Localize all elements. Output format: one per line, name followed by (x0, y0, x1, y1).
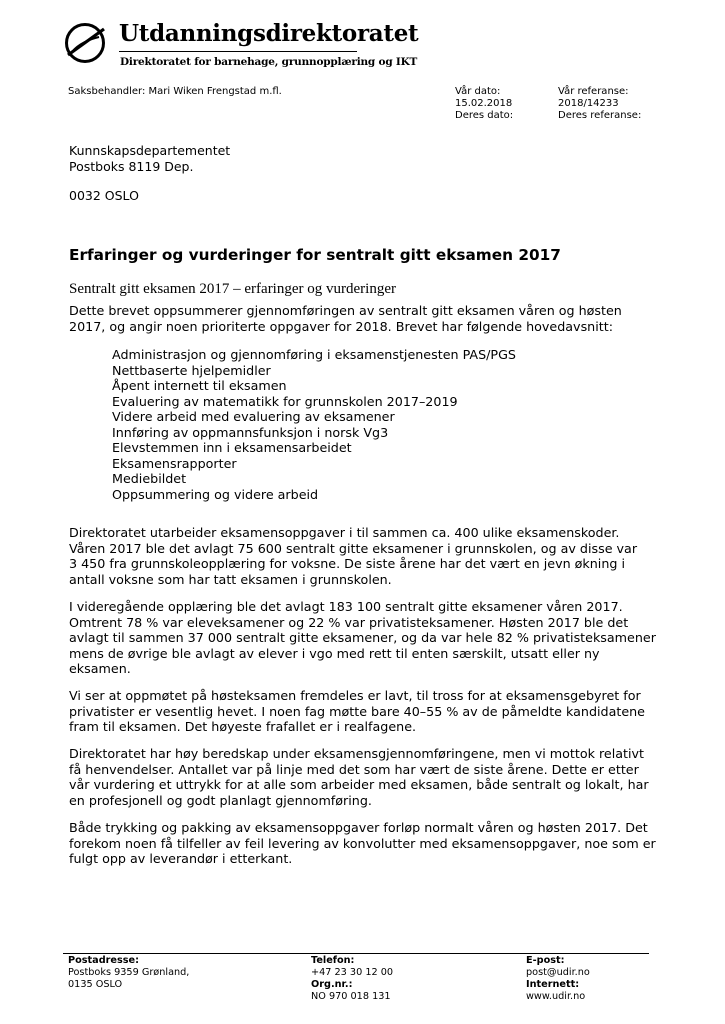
text-line: Dette brevet oppsummerer gjennomføringen av sentralt gitt eksamen våren og høsten (69, 303, 622, 318)
section-list-item: Elevstemmen inn i eksamensarbeidet (112, 440, 352, 455)
udir-logo-icon (64, 22, 106, 64)
text-line: Direktoratet utarbeider eksamensoppgaver i til sammen ca. 400 ulike eksamenskoder. (69, 525, 620, 540)
body-paragraph (69, 688, 679, 735)
postal-label: Postadresse: (68, 955, 139, 966)
recipient-postbox: Postboks 8119 Dep. (69, 158, 194, 174)
case-handler: Saksbehandler: Mari Wiken Frengstad m.fl. (68, 86, 282, 97)
org-name: Utdanningsdirektoratet (119, 20, 419, 47)
web-label: Internett: (526, 979, 580, 990)
text-line: Både trykking og pakking av eksamensoppgaver forløp normalt våren og høsten 2017. Det (69, 820, 648, 835)
footer-divider (63, 953, 649, 954)
their-ref-label: Deres referanse: (558, 110, 642, 121)
text-line: Våren 2017 ble det avlagt 75 600 sentralt gitte eksamener i grunnskolen, og av disse var (69, 540, 638, 556)
phone-number: +47 23 30 12 00 (311, 967, 394, 978)
recipient-name: Kunnskapsdepartementet (69, 143, 231, 158)
section-list-item: Nettbaserte hjelpemidler (112, 362, 271, 378)
text-line: 2017, og angir noen prioriterte oppgaver for 2018. Brevet har følgende hovedavsnitt: (69, 318, 613, 334)
section-list (112, 347, 516, 502)
body-paragraph (69, 746, 679, 808)
section-list-item: Åpent internett til eksamen (112, 378, 287, 393)
logo-divider (119, 51, 357, 52)
footer-postal (68, 955, 189, 991)
our-ref: 2018/14233 (558, 98, 619, 109)
our-date: 15.02.2018 (455, 98, 513, 109)
text-line: avlagt til sammen 37 000 sentralt gitte eksamener, og da var hele 82 % privatisteksamener (69, 630, 656, 645)
body-paragraph (69, 820, 679, 867)
footer-online (526, 955, 590, 1003)
reference-column (558, 86, 641, 122)
text-line: få henvendelser. Antallet var på linje med det som har vært de siste årene. Dette er etter (69, 761, 639, 777)
date-column (455, 86, 513, 122)
their-date-label: Deres dato: (455, 110, 514, 121)
section-list-item: Videre arbeid med evaluering av eksamener (112, 409, 395, 424)
body-paragraph (69, 599, 679, 677)
body-paragraph (69, 525, 679, 587)
text-line: vår vurdering et uttrykk for at alle som arbeider med eksamen, både sentralt og lokalt, har (69, 777, 649, 792)
our-date-label: Vår dato: (455, 86, 501, 97)
text-line: fram til eksamen. Det høyeste frafallet er i realfagene. (69, 719, 417, 734)
our-ref-label: Vår referanse: (558, 86, 629, 97)
intro-paragraph (69, 303, 679, 334)
section-list-item: Evaluering av matematikk for grunnskolen 2017–2019 (112, 393, 458, 409)
section-list-item: Innføring av oppmannsfunksjon i norsk Vg3 (112, 424, 389, 440)
section-list-item: Mediebildet (112, 471, 187, 486)
section-list-item: Administrasjon og gjennomføring i eksamenstjenesten PAS/PGS (112, 347, 516, 362)
text-line: privatister er vesentlig hevet. I noen fag møtte bare 40–55 % av de påmeldte kandidatene (69, 703, 645, 719)
text-line: mens de øvrige ble avlagt av elever i vgo med rett til enten særskilt, utsatt eller ny (69, 645, 600, 661)
recipient-postcode: 0032 OSLO (69, 188, 139, 203)
email-label: E-post: (526, 955, 565, 966)
text-line: en profesjonell og godt planlagt gjennomføring. (69, 792, 372, 808)
text-line: forekom noen få tilfeller av feil levering av konvolutter med eksamensoppgaver, noe som er (69, 835, 656, 851)
letter-subtitle: Sentralt gitt eksamen 2017 – erfaringer og vurderinger (69, 281, 396, 297)
section-list-item: Eksamensrapporter (112, 455, 237, 471)
footer-contact (311, 955, 393, 1003)
text-line: 3 450 fra grunnskoleopplæring for voksne. De siste årene har det vært en jevn økning i (69, 556, 625, 571)
orgnr-label: Org.nr.: (311, 979, 353, 990)
text-line: Direktoratet har høy beredskap under eksamensgjennomføringene, men vi mottok relativt (69, 746, 645, 761)
text-line: fulgt opp av leverandør i etterkant. (69, 851, 293, 866)
web-address: www.udir.no (526, 991, 586, 1002)
org-subtitle: Direktoratet for barnehage, grunnopplæring og IKT (120, 56, 418, 68)
postal-line: 0135 OSLO (68, 979, 123, 990)
text-line: Omtrent 78 % var eleveksamener og 22 % var privatisteksamener. Høsten 2017 ble det (69, 614, 629, 630)
text-line: I videregående opplæring ble det avlagt 183 100 sentralt gitte eksamener våren 2017. (69, 599, 623, 614)
email-address: post@udir.no (526, 967, 590, 978)
phone-label: Telefon: (311, 955, 355, 966)
text-line: antall voksne som har tatt eksamen i grunnskolen. (69, 571, 392, 587)
section-list-item: Oppsummering og videre arbeid (112, 486, 319, 502)
text-line: Vi ser at oppmøtet på høsteksamen fremdeles er lavt, til tross for at eksamensgebyret for (69, 688, 641, 703)
postal-line: Postboks 9359 Grønland, (68, 967, 190, 978)
orgnr-value: NO 970 018 131 (311, 991, 391, 1002)
text-line: eksamen. (69, 661, 131, 676)
letter-title: Erfaringer og vurderinger for sentralt gitt eksamen 2017 (69, 246, 561, 264)
